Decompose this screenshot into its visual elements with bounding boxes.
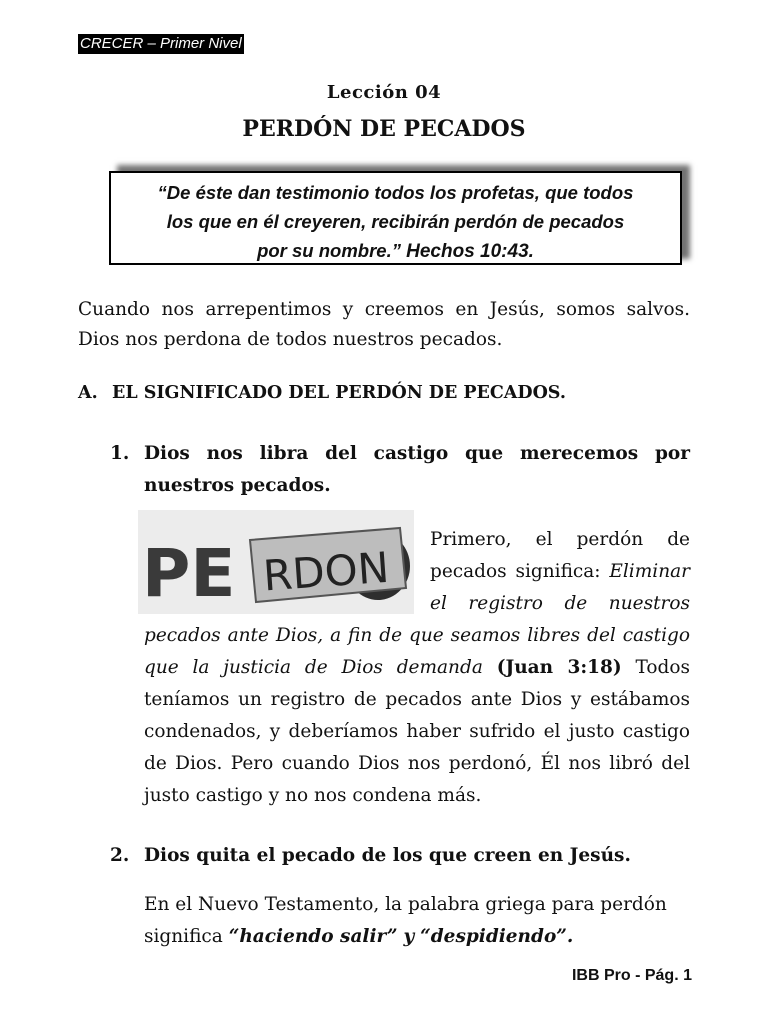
page-title: PERDÓN DE PECADOS — [242, 116, 526, 142]
document-header-tag: CRECER – Primer Nivel — [80, 35, 242, 52]
point-2-emphasis-2: “despidiendo” — [420, 926, 567, 947]
point-1-title: Dios nos libra del castigo que merecemos por nuestros pecados. — [144, 443, 690, 496]
section-a-heading — [78, 383, 566, 403]
verse-reference: Hechos 10:43. — [406, 241, 534, 262]
point-2-end: . — [566, 926, 574, 947]
verse-line-3 — [111, 236, 680, 266]
point-1-paragraph — [144, 524, 690, 812]
lesson-label: Lección 04 — [326, 82, 442, 103]
verse-line-3-text: por su nombre.” — [257, 240, 401, 261]
verse-box — [109, 171, 682, 265]
verse-line-2: los que en él creyeren, recibirán perdón de pecados — [166, 211, 625, 232]
point-2-paragraph — [144, 889, 690, 953]
verse-line-1: “De éste dan testimonio todos los profetas, que todos — [157, 182, 634, 203]
point-2-title: Dios quita el pecado de los que creen en Jesús. — [144, 845, 631, 866]
point-1-heading — [110, 438, 690, 502]
point-2-emphasis-1: “haciendo salir” — [228, 926, 398, 947]
point-1-lead: Primero, el perdón de pecados significa: — [430, 529, 690, 582]
point-1-rest: Todos teníamos un registro de pecados ante Dios y estábamos condenados, y deberíamos haber sufrido el justo castigo de Dios. Pero cuando Dios nos perdonó, Él nos libró del justo castigo y no nos condena más. — [144, 657, 690, 806]
image-letters-left: PE — [142, 535, 236, 612]
page-footer: IBB Pro - Pág. 1 — [571, 967, 692, 984]
point-2-heading — [110, 840, 690, 872]
point-1-reference: (Juan 3:18) — [496, 657, 622, 678]
point-1-italic: Eliminar el registro de nuestros pecados ante Dios, a fin de que seamos libres del castigo que la justicia de Dios demanda — [144, 561, 690, 678]
point-1-number: 1. — [110, 443, 130, 464]
image-tag-letters: RDON — [261, 542, 391, 601]
point-2-text: En el Nuevo Testamento, la palabra griega para perdón significa — [144, 894, 667, 947]
point-2-join: y — [403, 926, 415, 947]
section-a-title: EL SIGNIFICADO DEL PERDÓN DE PECADOS. — [112, 383, 566, 403]
section-a-marker: A. — [78, 383, 98, 403]
intro-paragraph: Cuando nos arrepentimos y creemos en Jesús, somos salvos. Dios nos perdona de todos nuestros pecados. — [78, 299, 690, 350]
point-2-number: 2. — [110, 845, 130, 866]
